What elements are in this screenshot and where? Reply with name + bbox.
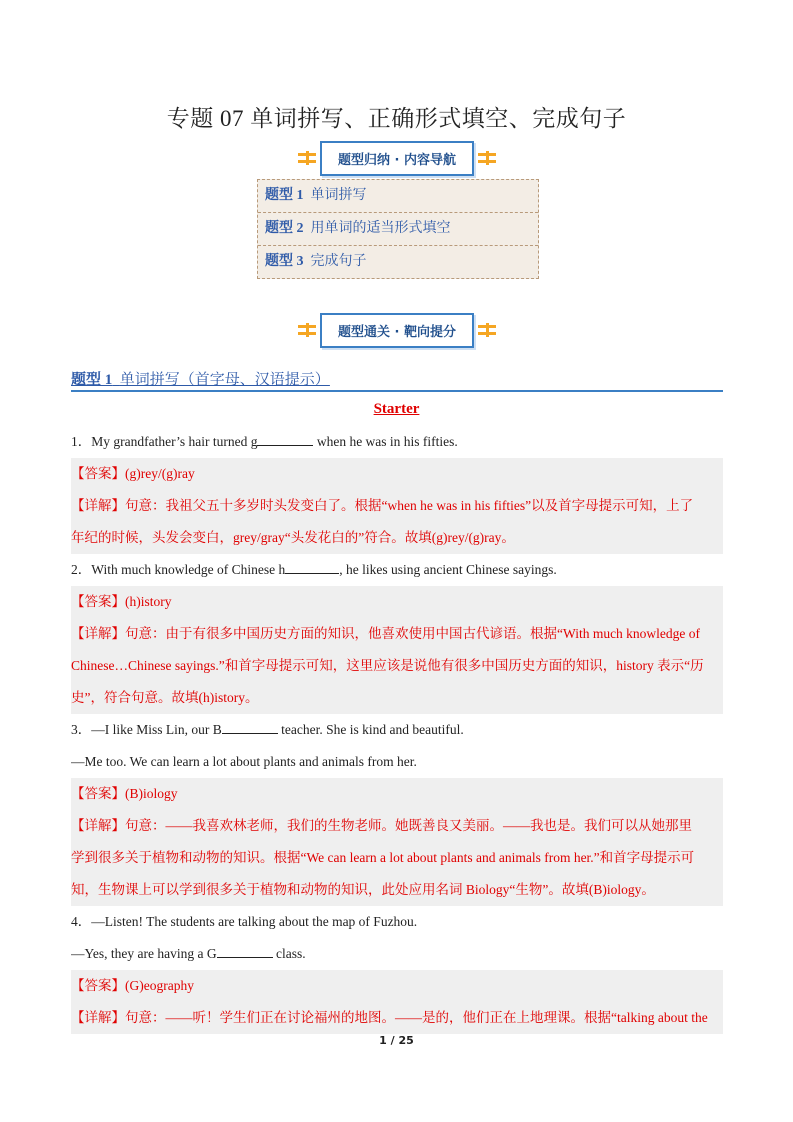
- question-line: 2．With much knowledge of Chinese h , he likes using ancient Chinese sayings.: [71, 554, 723, 586]
- nav-banner: [292, 141, 502, 175]
- toc-item-label: 题型 3: [265, 254, 304, 269]
- explanation-line: 【详解】句意：——我喜欢林老师，我们的生物老师。她既善良又美丽。——我也是。我们可以从她那里: [71, 810, 723, 842]
- toc-item-label: 题型 2: [265, 221, 304, 236]
- answer-blank: [217, 941, 273, 958]
- explanation-line: 【详解】句意：我祖父五十多岁时头发变白了。根据“when he was in his fifties”以及首字母提示可知，上了: [71, 490, 723, 522]
- practice-banner: [292, 313, 502, 347]
- practice-banner-label: 题型通关 · 靶向提分: [320, 313, 474, 348]
- toc-item[interactable]: [258, 213, 538, 246]
- answer-line: 【答案】(B)iology: [71, 778, 723, 810]
- explanation-line: 【详解】句意：——听！学生们正在讨论福州的地图。——是的，他们正在上地理课。根据“talking about the: [71, 1002, 723, 1034]
- orange-bar-icon: [298, 152, 316, 164]
- answer-line: 【答案】(G)eography: [71, 970, 723, 1002]
- explanation-line: 【详解】句意：由于有很多中国历史方面的知识，他喜欢使用中国古代谚语。根据“With much knowledge of: [71, 618, 723, 650]
- orange-bar-icon: [478, 324, 496, 336]
- explanation-line: Chinese…Chinese sayings.”和首字母提示可知，这里应该是说他有很多中国历史方面的知识，history 表示“历: [71, 650, 723, 682]
- question-line: —Yes, they are having a G class.: [71, 938, 723, 970]
- explanation-line: 史”，符合句意。故填(h)istory。: [71, 682, 723, 714]
- question-list: [71, 426, 723, 1034]
- answer-line: 【答案】(g)rey/(g)ray: [71, 458, 723, 490]
- question-line: —Me too. We can learn a lot about plants and animals from her.: [71, 754, 417, 769]
- explanation-line: 知，生物课上可以学到很多关于植物和动物的知识，此处应用名词 Biology“生物”。故填(B)iology。: [71, 874, 723, 906]
- toc-item-text: 用单词的适当形式填空: [310, 221, 451, 236]
- section-label: 题型 1: [71, 372, 113, 388]
- starter-heading: Starter: [373, 401, 420, 417]
- answer-blank: [222, 717, 278, 734]
- toc-item[interactable]: [258, 180, 538, 213]
- explanation-line: 年纪的时候，头发会变白，grey/gray“头发花白的”符合。故填(g)rey/(g)ray。: [71, 522, 723, 554]
- toc-item-label: 题型 1: [265, 188, 304, 203]
- toc-item-text: 完成句子: [310, 254, 367, 269]
- nav-banner-label: 题型归纳 · 内容导航: [320, 141, 474, 176]
- answer-line: 【答案】(h)istory: [71, 586, 723, 618]
- question-line: 4．—Listen! The students are talking about the map of Fuzhou.: [71, 914, 418, 929]
- toc-item[interactable]: [258, 246, 538, 278]
- toc-box: [257, 179, 539, 279]
- page-number: 1 / 25: [379, 1034, 414, 1047]
- answer-blank: [285, 557, 339, 574]
- orange-bar-icon: [478, 152, 496, 164]
- orange-bar-icon: [298, 324, 316, 336]
- toc-item-text: 单词拼写: [310, 188, 367, 203]
- section-text: 单词拼写（首字母、汉语提示）: [119, 372, 330, 388]
- question-line: 1．My grandfather’s hair turned g when he was in his fifties.: [71, 426, 723, 458]
- explanation-line: 学到很多关于植物和动物的知识。根据“We can learn a lot about plants and animals from her.”和首字母提示可: [71, 842, 723, 874]
- page-title: 专题 07 单词拼写、正确形式填空、完成句子: [166, 106, 627, 131]
- question-line: 3．—I like Miss Lin, our B teacher. She is kind and beautiful.: [71, 714, 723, 746]
- section-heading[interactable]: [71, 368, 723, 392]
- answer-blank: [257, 429, 313, 446]
